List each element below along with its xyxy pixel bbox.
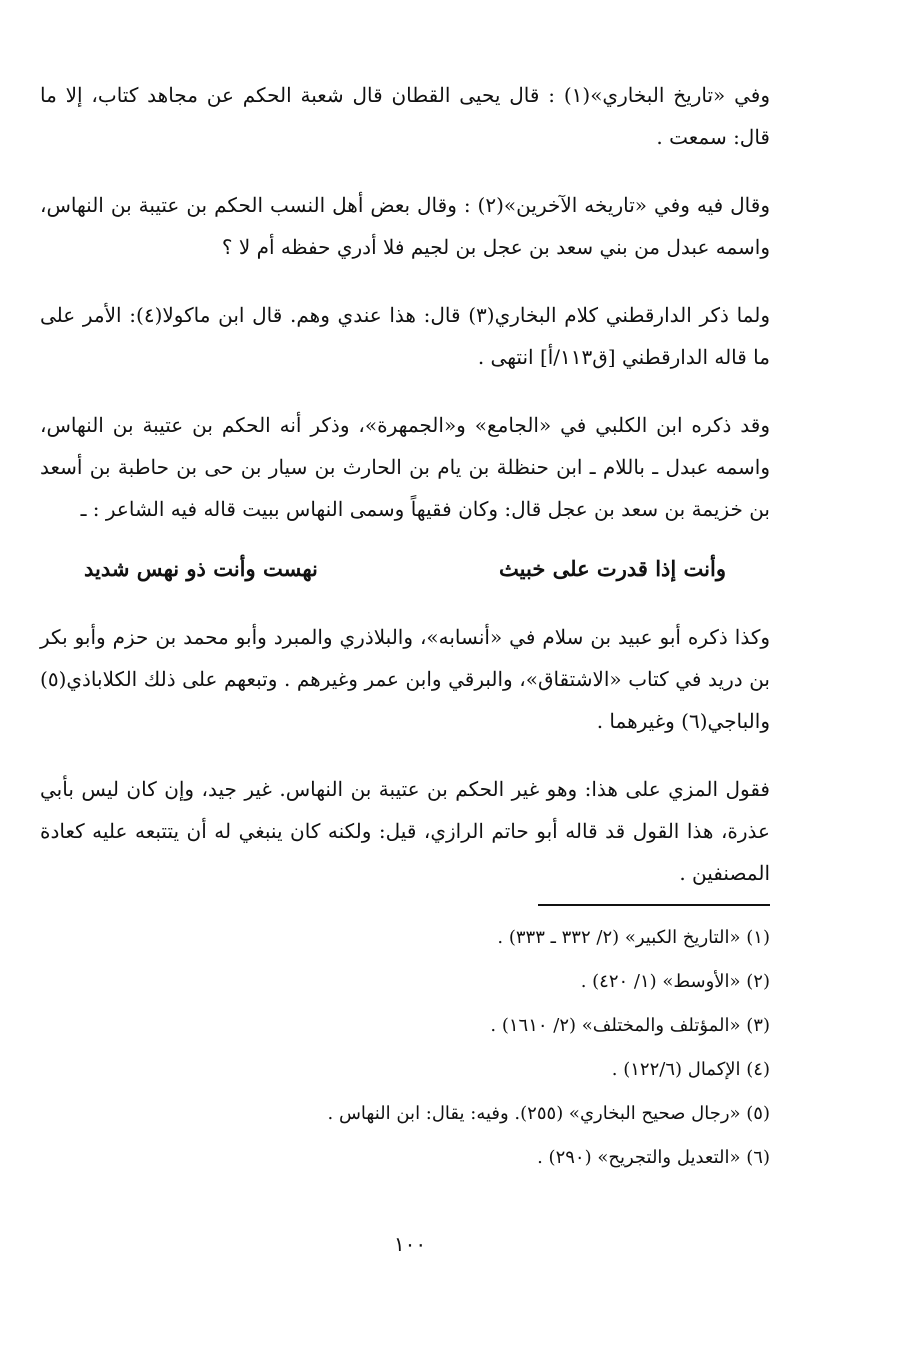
- paragraph-kalbi: وقد ذكره ابن الكلبي في «الجامع» و«الجمهرة»، وذكر أنه الحكم بن عتيبة بن النهاس، واسمه عبدل ـ باللام ـ ابن حنظلة بن يام بن الحارث بن سيار بن حى بن حاطبة بن أسعد بن خزيمة بن سعد بن عجل قال: وكان فقيهاً وسمى النهاس ببيت قاله فيه الشاعر : ـ: [40, 413, 770, 521]
- book-page: [40, 60, 770, 1180]
- verse-second-hemistich: نهست وأنت ذو نهس شديد: [84, 556, 318, 581]
- paragraph-bukhari-history: وفي «تاريخ البخاري»(١) : قال يحيى القطان قال شعبة الحكم عن مجاهد كتاب، إلا ما قال: سمعت .: [40, 83, 770, 149]
- page-number: ١٠٠: [393, 1232, 427, 1256]
- footnote-separator: [538, 904, 770, 906]
- paragraph-daraqutni: ولما ذكر الدارقطني كلام البخاري(٣) قال: هذا عندي وهم. قال ابن ماكولا(٤): الأمر على ما قاله الدارقطني [ق١١٣/أ] انتهى .: [40, 303, 770, 369]
- paragraph-abu-ubaid: وكذا ذكره أبو عبيد بن سلام في «أنسابه»، والبلاذري والمبرد وأبو محمد بن حزم وأبو بكر بن دريد في كتاب «الاشتقاق»، والبرقي وابن عمر وغيرهم . وتبعهم على ذلك الكلاباذي(٥) والباجي(٦) وغيرهما .: [40, 625, 770, 733]
- verse-first-hemistich: وأنت إذا قدرت على خبيث: [499, 556, 726, 581]
- footnote-4: (٤) الإكمال (١٢٢/٦) .: [611, 1059, 770, 1080]
- paragraph-mizzi: فقول المزي على هذا: وهو غير الحكم بن عتيبة بن النهاس. غير جيد، وإن كان ليس بأبي عذرة، هذا القول قد قاله أبو حاتم الرازي، قيل: ولكنه كان ينبغي له أن يتتبعه عليه كعادة المصنفين .: [40, 777, 770, 885]
- footnote-6: (٦) «التعديل والتجريح» (٢٩٠) .: [537, 1147, 770, 1168]
- footnote-3: (٣) «المؤتلف والمختلف» (٢/ ١٦١٠) .: [490, 1015, 770, 1036]
- footnote-1: (١) «التاريخ الكبير» (٢/ ٣٣٢ ـ ٣٣٣) .: [497, 927, 770, 948]
- paragraph-other-history: وقال فيه وفي «تاريخه الآخرين»(٢) : وقال بعض أهل النسب الحكم بن عتيبة بن النهاس، واسمه عبدل من بني سعد بن عجل بن لجيم فلا أدري حفظه أم لا ؟: [40, 193, 770, 259]
- footnotes: [40, 916, 770, 1180]
- footnote-5: (٥) «رجال صحيح البخاري» (٢٥٥). وفيه: يقال: ابن النهاس .: [327, 1103, 770, 1124]
- poetry-verse: [40, 538, 770, 598]
- footnote-2: (٢) «الأوسط» (١/ ٤٢٠) .: [580, 971, 770, 992]
